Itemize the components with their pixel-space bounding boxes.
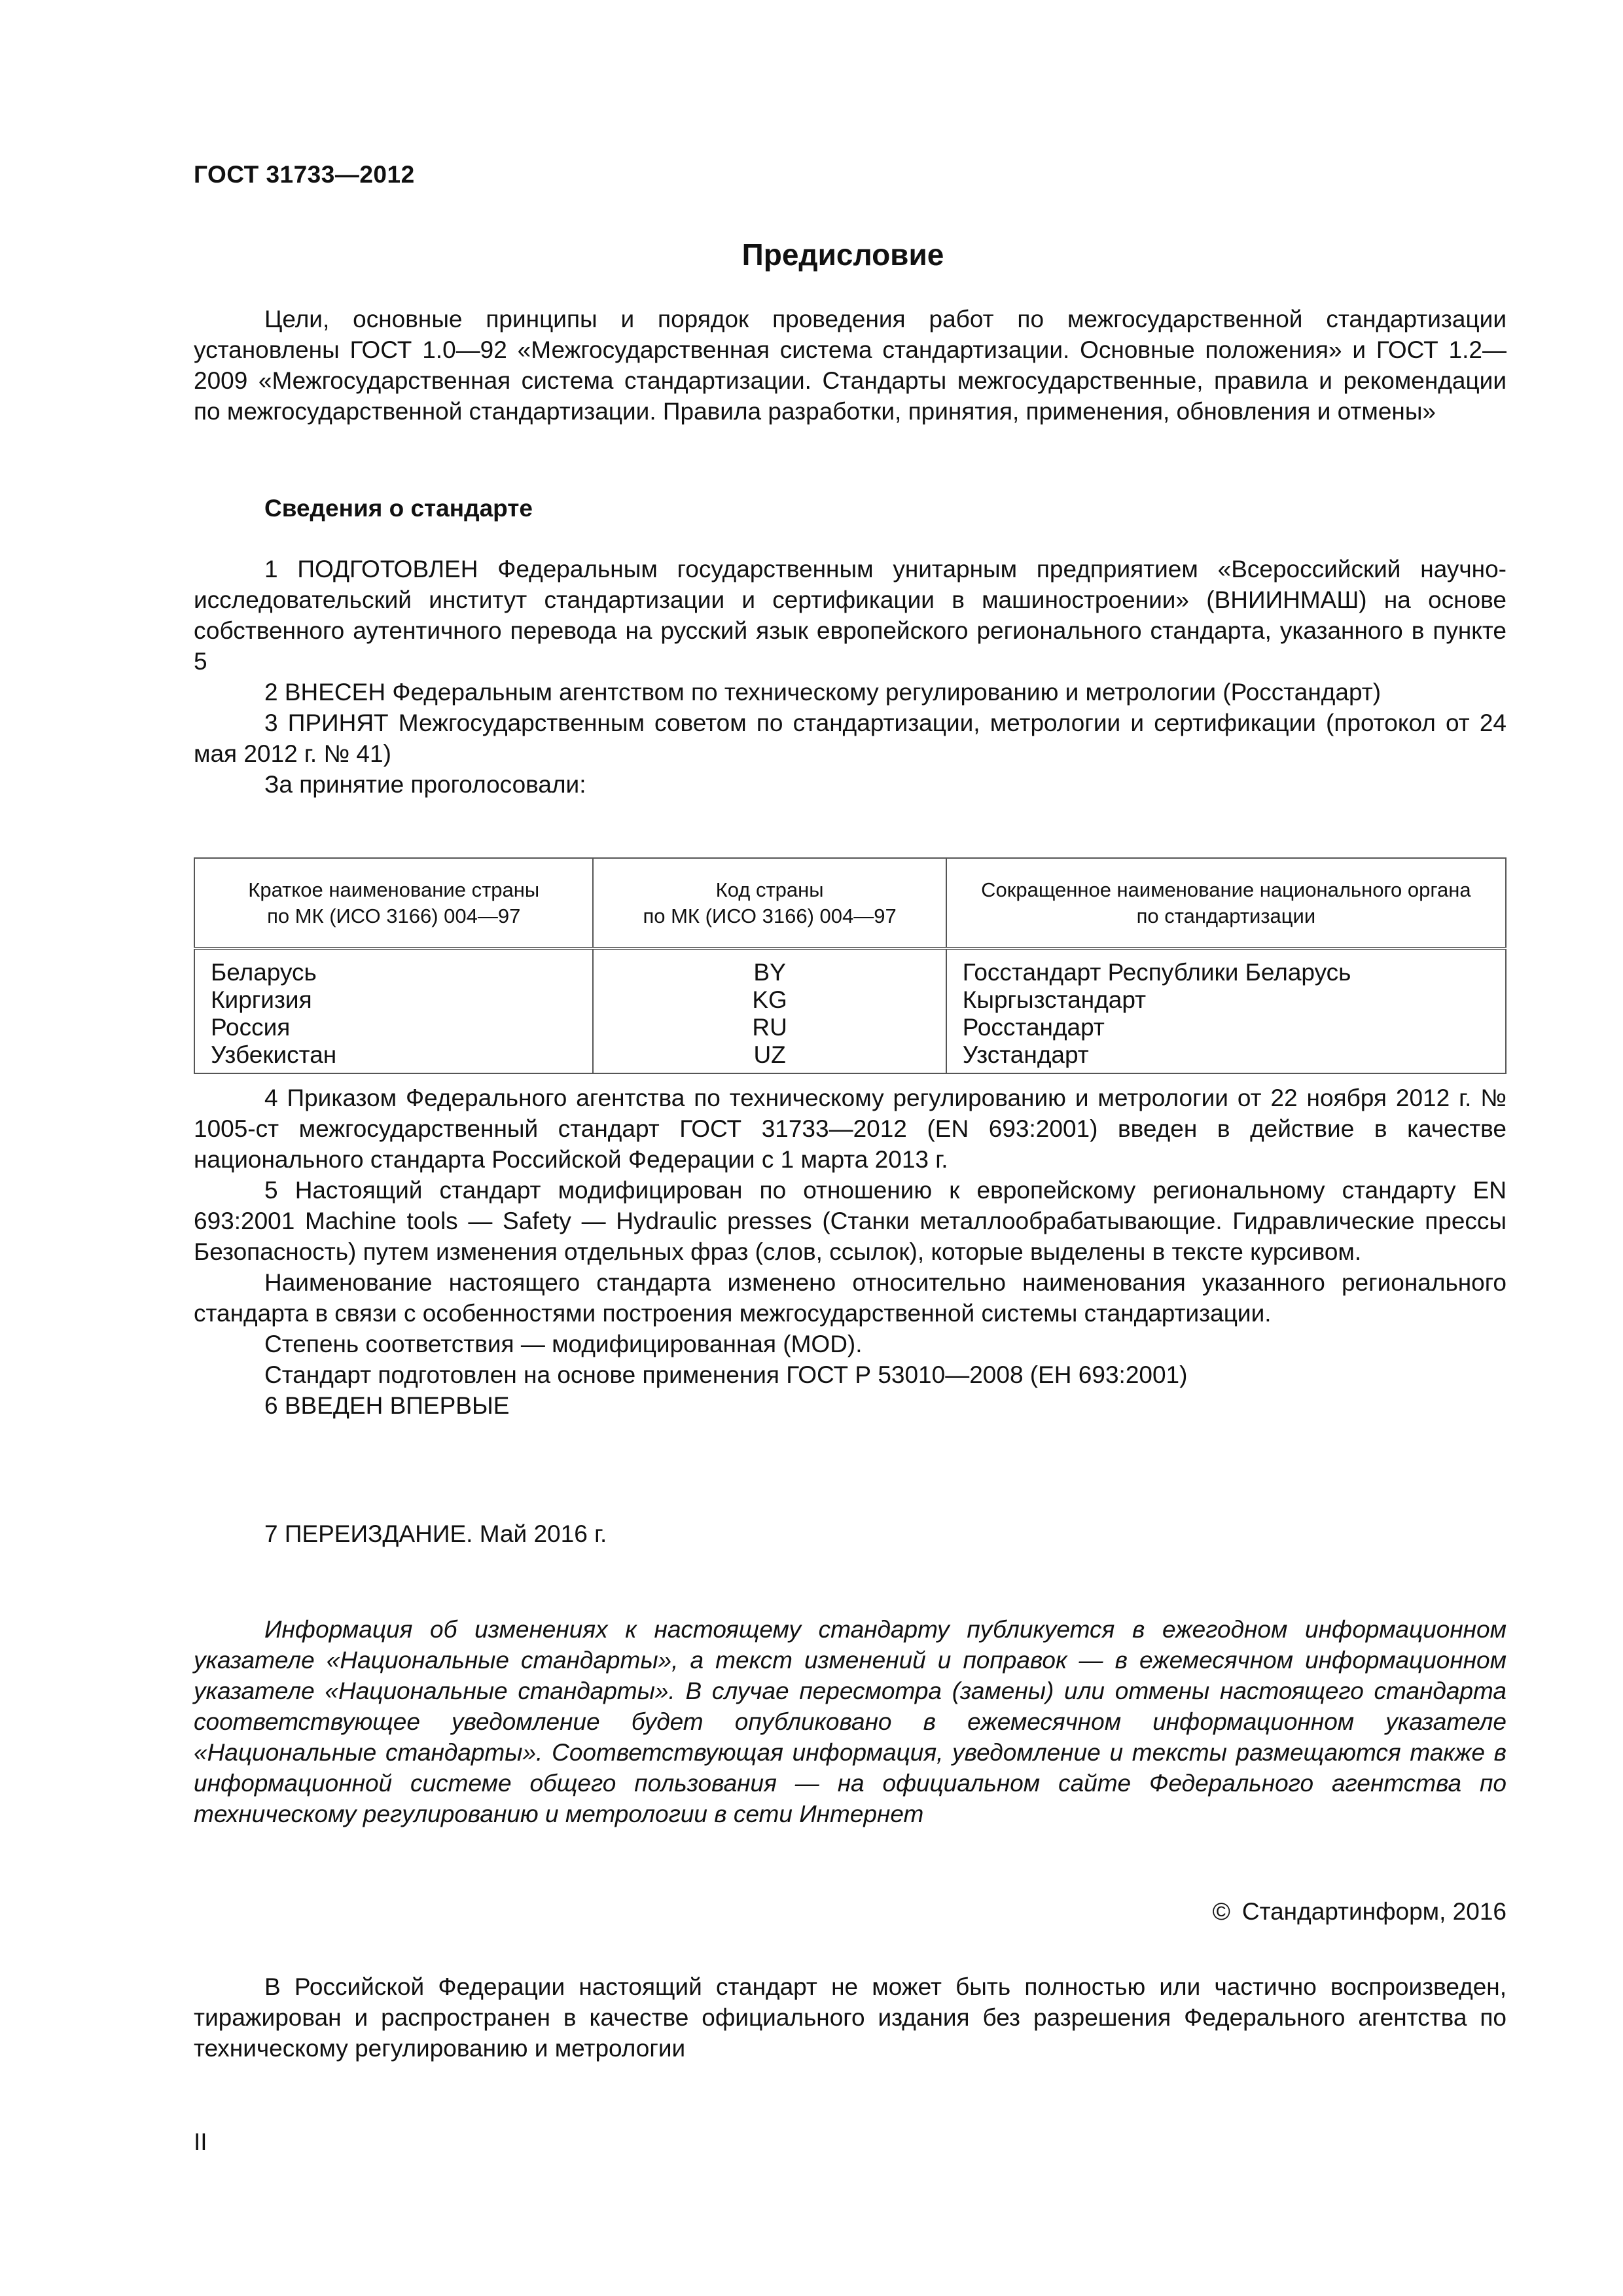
name-note: Наименование настоящего стандарта изменено относительно наименования указанного регионального стандарта в связи с особенностями построения межгосударственной системы стандартизации. bbox=[194, 1269, 1507, 1327]
prepared-note: Стандарт подготовлен на основе применения ГОСТ Р 53010—2008 (ЕН 693:2001) bbox=[264, 1361, 1188, 1388]
copyright-text: Стандартинформ, 2016 bbox=[1241, 1898, 1507, 1925]
item-7: 7 ПЕРЕИЗДАНИЕ. Май 2016 г. bbox=[264, 1520, 607, 1547]
voting-table bbox=[194, 857, 1507, 1074]
changes-info-block bbox=[194, 1614, 1507, 1829]
item-3: 3 ПРИНЯТ Межгосударственным советом по стандартизации, метрологии и сертификации (протокол от 24 мая 2012 г. № 41) bbox=[194, 709, 1507, 767]
item-6: 6 ВВЕДЕН ВПЕРВЫЕ bbox=[264, 1392, 510, 1419]
standard-info-heading: Сведения о стандарте bbox=[264, 495, 533, 522]
country-cell: Беларусь Киргизия Россия Узбекистан bbox=[194, 948, 593, 1073]
reproduction-notice: В Российской Федерации настоящий стандарт не может быть полностью или частично воспроизведен, тиражирован и распространен в качестве официального издания без разрешения Федерального агентства по техническому регулированию и метрологии bbox=[194, 1973, 1507, 2062]
item-4: 4 Приказом Федерального агентства по техническому регулированию и метрологии от 22 ноября 2012 г. № 1005-ст межгосударственный стандарт ГОСТ 31733—2012 (EN 693:2001) введен в действие в качестве национального стандарта Российской Федерации с 1 марта 2013 г. bbox=[194, 1085, 1507, 1173]
reproduction-block bbox=[194, 1971, 1507, 2064]
changes-info: Информация об изменениях к настоящему стандарту публикуется в ежегодном информационном указателе «Национальные стандарты», а текст изменений и поправок — в ежемесячном информационном указателе «Национальные стандарты». В случае пересмотра (замены) или отмены настоящего стандарта соответствующее уведомление будет опубликовано в ежемесячном информационном указателе «Национальные стандарты». Соответствующая информация, уведомление и тексты размещаются также в информационной системе общего пользования — на официальном сайте Федерального агентства по техническому регулированию и метрологии в сети Интернет bbox=[194, 1616, 1507, 1827]
standard-info-items bbox=[194, 554, 1507, 800]
table-row bbox=[194, 948, 1506, 1073]
page-title: Предисловие bbox=[741, 238, 944, 272]
item-7-block bbox=[194, 1518, 1507, 1549]
page-number: II bbox=[194, 2128, 207, 2155]
code-cell: BY KG RU UZ bbox=[593, 948, 946, 1073]
conformity-note: Степень соответствия — модифицированная (MOD). bbox=[264, 1331, 863, 1357]
item-2: 2 ВНЕСЕН Федеральным агентством по техническому регулированию и метрологии (Росстандарт) bbox=[264, 679, 1382, 706]
body-cell: Госстандарт Республики Беларусь Кыргызстандарт Росстандарт Узстандарт bbox=[946, 948, 1506, 1073]
copyright-icon: © bbox=[1212, 1898, 1230, 1925]
items-after-table bbox=[194, 1083, 1507, 1421]
intro-section bbox=[194, 304, 1507, 427]
intro-paragraph: Цели, основные принципы и порядок проведения работ по межгосударственной стандартизации установлены ГОСТ 1.0—92 «Межгосударственная система стандартизации. Основные положения» и ГОСТ 1.2—2009 «Межгосударственная система стандартизации. Стандарты межгосударственные, правила и рекомендации по межгосударственной стандартизации. Правила разработки, принятия, применения, обновления и отмены» bbox=[194, 306, 1507, 425]
header-code: Код страны по МК (ИСО 3166) 004—97 bbox=[593, 858, 946, 948]
table-header-row bbox=[194, 858, 1506, 948]
voted-label: За принятие проголосовали: bbox=[264, 771, 586, 798]
item-5: 5 Настоящий стандарт модифицирован по отношению к европейскому региональному стандарту EN 693:2001 Machine tools — Safety — Hydraulic presses (Станки металлообрабатывающие. Гидравлические прессы Безопасность) путем изменения отдельных фраз (слов, ссылок), которые выделены в тексте курсивом. bbox=[194, 1177, 1507, 1265]
copyright bbox=[1213, 1898, 1507, 1926]
header-body: Сокращенное наименование национального органа по стандартизации bbox=[946, 858, 1506, 948]
standard-code: ГОСТ 31733—2012 bbox=[194, 161, 415, 188]
header-country: Краткое наименование страны по МК (ИСО 3166) 004—97 bbox=[194, 858, 593, 948]
item-1: 1 ПОДГОТОВЛЕН Федеральным государственным унитарным предприятием «Всероссийский научно-исследовательский институт стандартизации и сертификации в машиностроении» (ВНИИНМАШ) на основе собственного аутентичного перевода на русский язык европейского регионального стандарта, указанного в пункте 5 bbox=[194, 556, 1507, 675]
